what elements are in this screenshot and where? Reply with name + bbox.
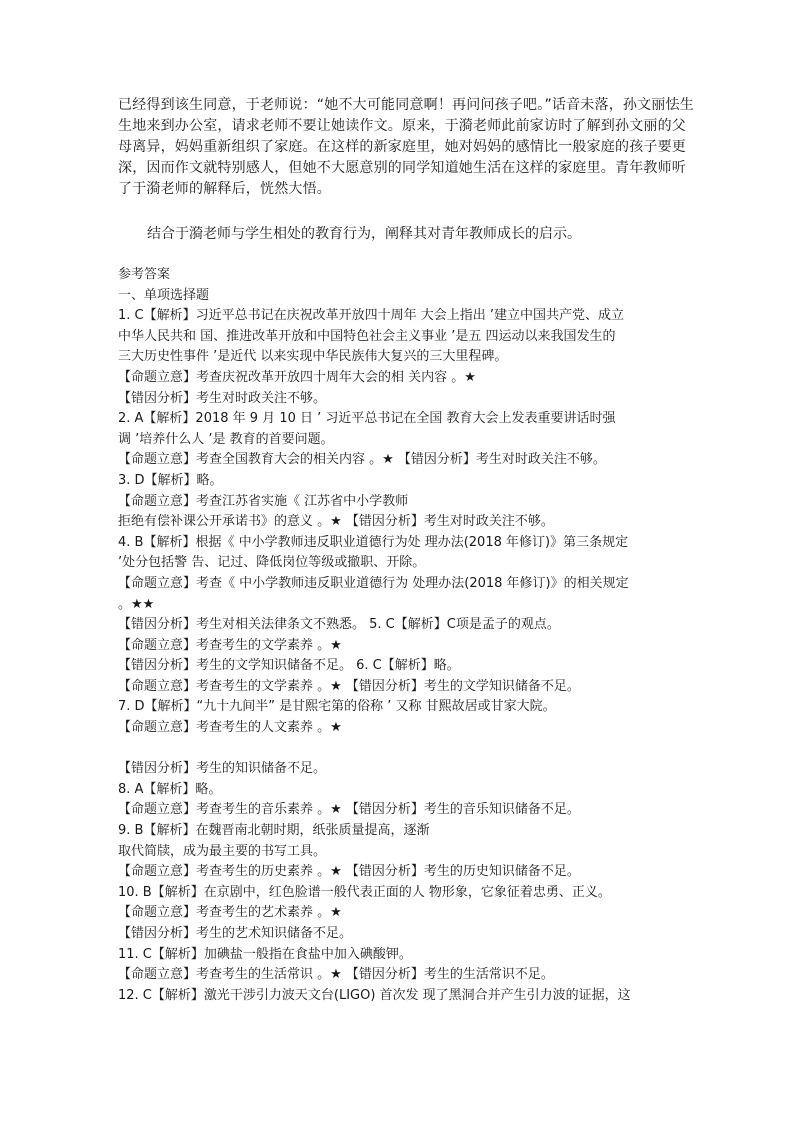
answer-line: 12. C【解析】激光干涉引力波天文台(LIGO) 首次发 现了黑洞合并产生引力波的证据，这 — [118, 987, 631, 1003]
answer-line: 7. D【解析】“九十九间半” 是甘熙宅第的俗称 ’ 又称 甘熙故居或甘家大院。 — [118, 699, 556, 715]
answer-line: 10. B【解析】在京剧中，红色脸谱一般代表正面的人 物形象，它象征着忠勇、正义。 — [118, 884, 611, 900]
answer-line: ’处分包括警 告、记过、降低岗位等级或撤职、开除。 — [118, 555, 426, 571]
answer-line: 【命题立意】考查考生的音乐素养 。★ 【错因分析】考生的音乐知识储备不足。 — [118, 802, 580, 818]
answer-line: 3. D【解析】略。 — [118, 472, 223, 488]
answer-line: 参考答案 — [118, 267, 171, 282]
answer-line: 【命题立意】考查考生的文学素养 。★ 【错因分析】考生的文学知识储备不足。 — [118, 678, 580, 694]
intro-line: 已经得到该生同意，于老师说：“她不大可能同意啊！再问问孩子吧。”话音未落，孙文丽怯生 — [118, 97, 694, 113]
answer-line: 【命题立意】考查考生的生活常识 。★ 【错因分析】考生的生活常识不足。 — [118, 967, 554, 983]
intro-paragraph — [118, 95, 694, 200]
answer-line: 1. C【解析】习近平总书记在庆祝改革开放四十周年 大会上指出 ’建立中国共产党、成立 — [118, 308, 625, 324]
answer-line: 9. B【解析】在魏晋南北朝时期，纸张质量提高，逐渐 — [118, 823, 430, 839]
intro-line: 了于漪老师的解释后，恍然大悟。 — [118, 181, 331, 197]
answer-line: 调 ’培养什么人 ’是 教育的首要问题。 — [118, 431, 334, 447]
essay-question: 结合于漪老师与学生相处的教育行为，阐释其对青年教师成长的启示。 — [147, 226, 581, 242]
answer-line: 【命题立意】考查考生的文学素养 。★ — [118, 637, 342, 653]
answer-line: 2. A【解析】2018 年 9 月 10 日 ’ 习近平总书记在全国 教育大会上发表重要讲话时强 — [118, 411, 616, 427]
answer-line: 三大历史性事件 ’是近代 以来实现中华民族伟大复兴的三大里程碑。 — [118, 349, 508, 365]
answer-line: 【错因分析】考生对时政关注不够。 — [118, 390, 327, 406]
answer-line: 【错因分析】考生对相关法律条文不熟悉。 5. C【解析】C项是孟子的观点。 — [118, 617, 560, 633]
answer-line: 11. C【解析】加碘盐一般指在食盐中加入碘酸钾。 — [118, 946, 412, 962]
answer-line: 【错因分析】考生的文学知识储备不足。 6. C【解析】略。 — [118, 658, 460, 674]
answer-line: 【错因分析】考生的艺术知识储备不足。 — [118, 926, 353, 941]
answer-line: 拒绝有偿补课公开承诺书》的意义 。★ 【错因分析】考生对时政关注不够。 — [118, 514, 554, 530]
answer-line: 【命题立意】考查考生的历史素养 。★ 【错因分析】考生的历史知识储备不足。 — [118, 864, 580, 880]
answer-line: 。★★ — [118, 596, 155, 612]
intro-line: 深，因而作文就特别感人，但她不大愿意别的同学知道她生活在这样的家庭里。青年教师听 — [118, 160, 686, 176]
reference-answers — [118, 265, 678, 1006]
answer-line: 取代简牍，成为最主要的书写工具。 — [118, 843, 327, 859]
answer-line: 【命题立意】考查考生的人文素养 。★ — [118, 720, 342, 736]
answer-line: 【命题立意】考查考生的艺术素养 。★ — [118, 905, 342, 921]
answer-line: 8. A【解析】略。 — [118, 781, 222, 797]
answer-line: 中华人民共和 国、推进改革开放和中国特色社会主义事业 ’是五 四运动以来我国发生的 — [118, 328, 616, 344]
answer-line: 【命题立意】考查庆祝改革开放四十周年大会的相 关内容 。★ — [118, 369, 476, 385]
intro-line: 母离异，妈妈重新组织了家庭。在这样的新家庭里，她对妈妈的感情比一般家庭的孩子要更 — [118, 139, 686, 155]
answer-line: 一、单项选择题 — [118, 287, 210, 303]
answer-line: 【命题立意】考查全国教育大会的相关内容 。★ 【错因分析】考生对时政关注不够。 — [118, 452, 606, 468]
answer-line: 【命题立意】考查江苏省实施《 江苏省中小学教师 — [118, 493, 409, 509]
blank-line — [118, 739, 678, 760]
intro-line: 生地来到办公室，请求老师不要让她读作文。原来，于漪老师此前家访时了解到孙文丽的父 — [118, 118, 686, 134]
answer-line: 4. B【解析】根据《 中小学教师违反职业道德行为处 理办法(2018 年修订)》第三条规定 — [118, 534, 629, 550]
answer-line: 【命题立意】考查《 中小学教师违反职业道德行为 处理办法(2018 年修订)》的相关规定 — [118, 575, 629, 591]
answer-line: 【错因分析】考生的知识储备不足。 — [118, 761, 327, 777]
